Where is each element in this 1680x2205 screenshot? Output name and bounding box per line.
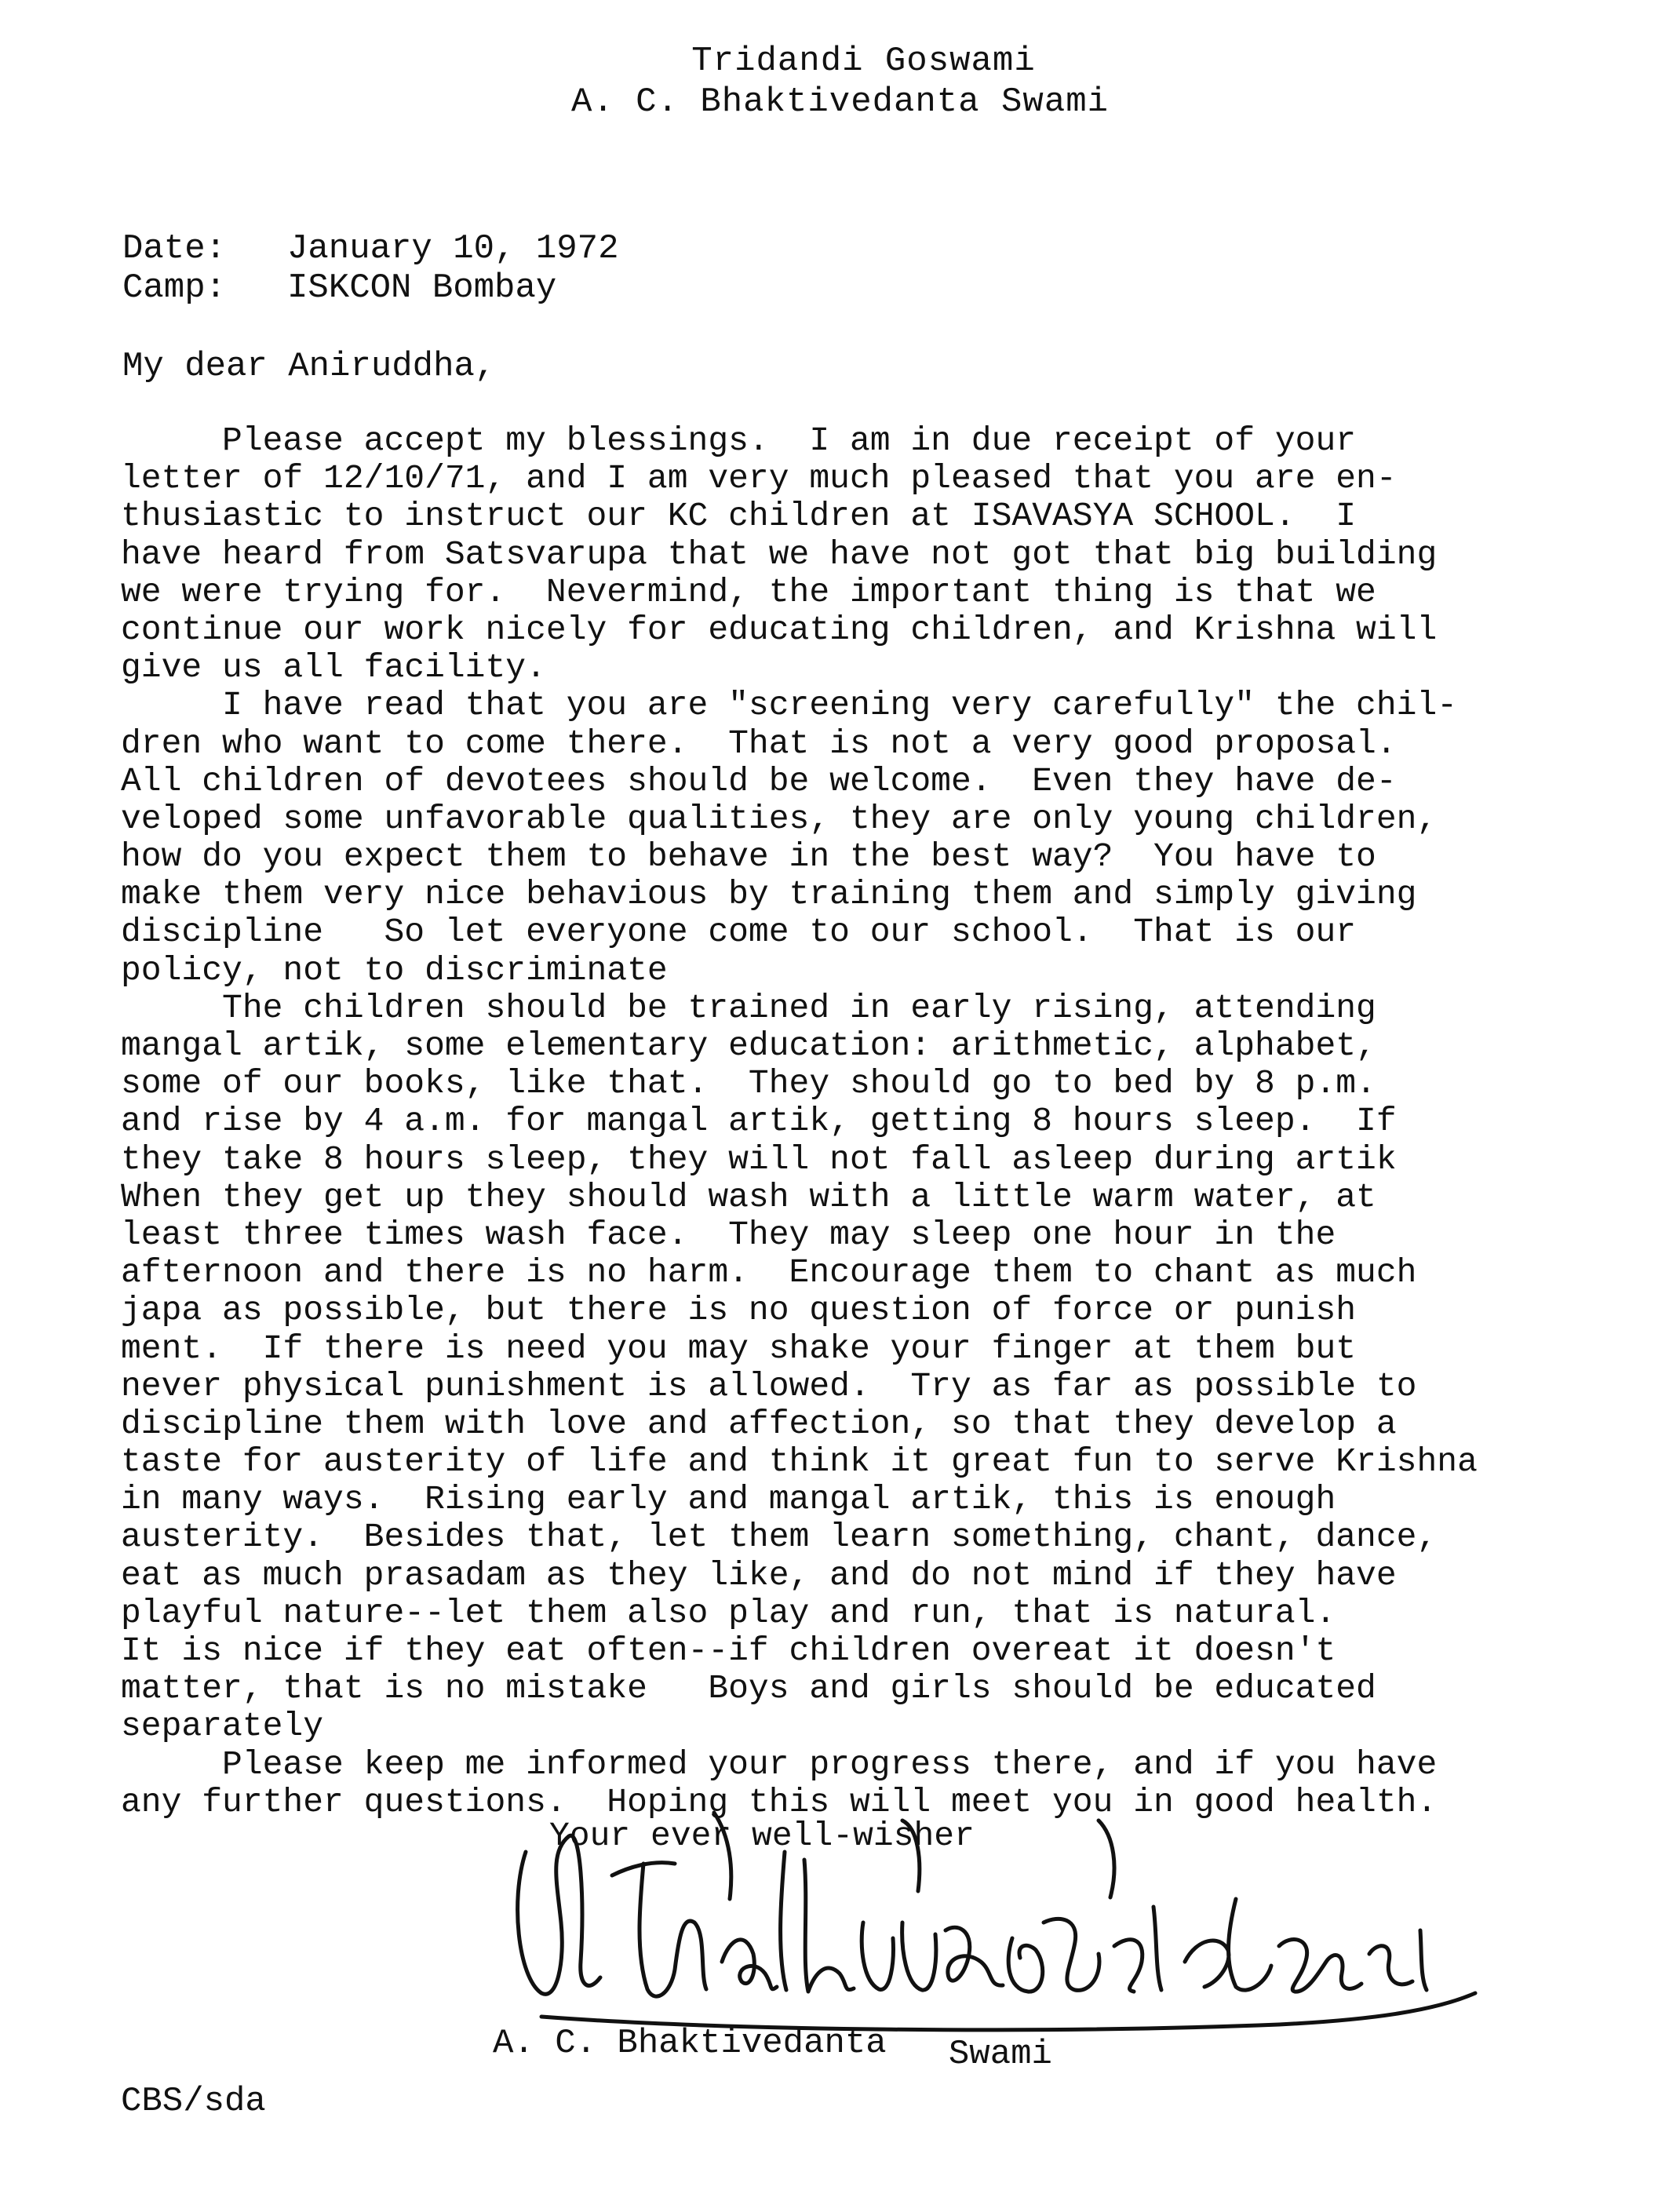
body-line: how do you expect them to behave in the best way? You have to — [121, 838, 1376, 877]
signature-name-swami: Swami — [948, 2035, 1052, 2074]
salutation: My dear Aniruddha, — [122, 347, 496, 386]
body-line: matter, that is no mistake Boys and girls should be educated — [121, 1670, 1376, 1708]
body-line: we were trying for. Nevermind, the important thing is that we — [121, 573, 1376, 611]
signature-name-main: A. C. Bhaktivedanta — [493, 2024, 887, 2063]
body-line: in many ways. Rising early and mangal artik, this is enough — [121, 1481, 1336, 1519]
body-line: any further questions. Hoping this will meet you in good health. — [121, 1783, 1438, 1821]
body-line: discipline So let everyone come to our school. That is our — [121, 913, 1357, 952]
body-line: Please keep me informed your progress there, and if you have — [121, 1745, 1438, 1784]
body-line: they take 8 hours sleep, they will not fall asleep during artik — [121, 1140, 1397, 1179]
camp-label: Camp: — [122, 268, 227, 308]
body-line: dren who want to come there. That is not a very good proposal. — [121, 724, 1397, 763]
closing: Your ever well-wisher — [549, 1817, 975, 1855]
body-line: veloped some unfavorable qualities, they are only young children, — [121, 800, 1438, 838]
body-line: never physical punishment is allowed. Try as far as possible to — [121, 1367, 1417, 1405]
body-line: thusiastic to instruct our KC children at ISAVASYA SCHOOL. I — [121, 497, 1357, 536]
letterhead — [0, 41, 1680, 122]
body-line: taste for austerity of life and think it great fun to serve Krishna — [121, 1443, 1478, 1482]
body-line: playful nature--let them also play and run, that is natural. — [121, 1594, 1336, 1632]
body-line: give us all facility. — [121, 649, 546, 687]
date-label: Date: — [122, 229, 227, 268]
body-line: All children of devotees should be welcome. Even they have de- — [121, 762, 1397, 800]
letterhead-name: A. C. Bhaktivedanta Swami — [570, 82, 1110, 122]
body-line: eat as much prasadam as they like, and do not mind if they have — [121, 1556, 1397, 1595]
body-line: policy, not to discriminate — [121, 951, 668, 990]
handwritten-signature — [494, 1805, 1483, 2040]
date-row — [122, 229, 618, 268]
body-line: least three times wash face. They may sleep one hour in the — [121, 1215, 1336, 1254]
body-line: discipline them with love and affection, so that they develop a — [121, 1405, 1397, 1443]
body-line: have heard from Satsvarupa that we have not got that big building — [121, 535, 1438, 574]
body-line: separately — [121, 1708, 324, 1746]
body-line: letter of 12/10/71, and I am very much pleased that you are en- — [121, 460, 1397, 498]
body-line: japa as possible, but there is no question of force or punish — [121, 1292, 1357, 1330]
body-line: When they get up they should wash with a little warm water, at — [121, 1178, 1376, 1216]
camp-value: ISKCON Bombay — [287, 268, 557, 308]
letterhead-title: Tridandi Goswami — [691, 42, 1036, 81]
body-line: continue our work nicely for educating children, and Krishna will — [121, 610, 1438, 649]
body-line: ment. If there is need you may shake your finger at them but — [121, 1329, 1357, 1368]
body-line: It is nice if they eat often--if children overeat it doesn't — [121, 1632, 1336, 1670]
body-line: some of our books, like that. They should go to bed by 8 p.m. — [121, 1065, 1376, 1103]
body-line: The children should be trained in early rising, attending — [121, 989, 1376, 1027]
body-line: make them very nice behavious by training them and simply giving — [121, 876, 1417, 914]
body-line: afternoon and there is no harm. Encourage them to chant as much — [121, 1254, 1417, 1292]
typed-signature-name — [493, 2023, 1052, 2074]
camp-row — [122, 268, 618, 308]
body-line: I have read that you are "screening very carefully" the chil- — [121, 687, 1458, 725]
body-line: austerity. Besides that, let them learn something, chant, dance, — [121, 1518, 1438, 1557]
body-line: mangal artik, some elementary education: arithmetic, alphabet, — [121, 1027, 1376, 1065]
date-value: January 10, 1972 — [287, 229, 619, 268]
letter-meta — [122, 229, 618, 308]
letter-body — [121, 422, 1635, 1821]
body-line: and rise by 4 a.m. for mangal artik, getting 8 hours sleep. If — [121, 1102, 1397, 1141]
body-line: Please accept my blessings. I am in due receipt of your — [121, 422, 1357, 460]
reference-initials: CBS/sda — [121, 2082, 266, 2121]
